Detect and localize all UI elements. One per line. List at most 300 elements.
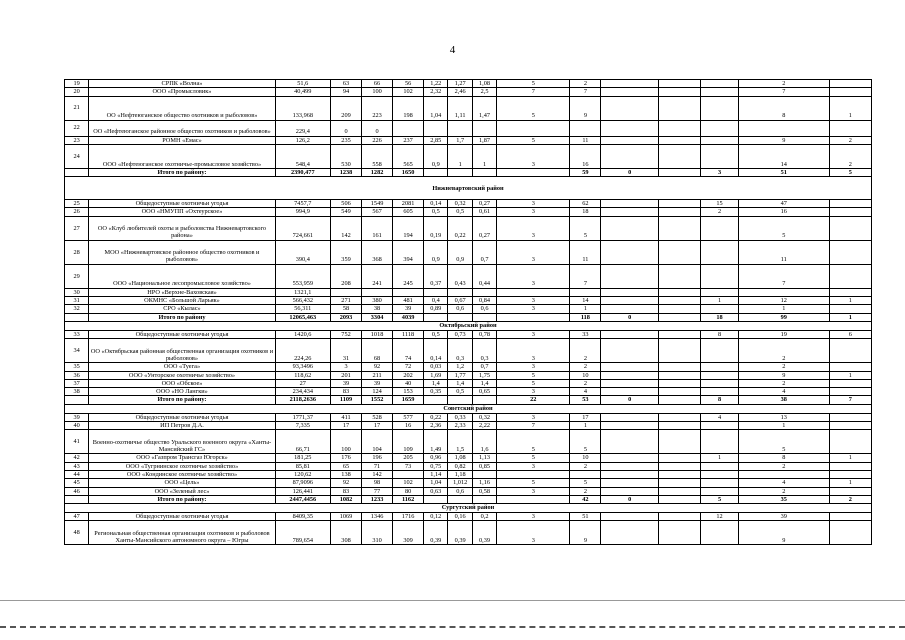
data-cell: 0,39 <box>424 521 448 545</box>
data-cell: 1 <box>701 297 739 305</box>
data-cell <box>601 80 659 88</box>
data-cell <box>829 363 871 371</box>
data-cell <box>362 288 393 296</box>
data-cell: 1,5 <box>448 430 472 454</box>
data-cell: 1 <box>701 454 739 462</box>
data-cell: 1,6 <box>472 430 496 454</box>
data-cell <box>829 487 871 495</box>
data-cell: 142 <box>362 470 393 478</box>
data-cell: 39 <box>738 513 829 521</box>
data-cell <box>601 305 659 313</box>
data-cell: 4 <box>701 413 739 421</box>
total-cell <box>472 168 496 176</box>
data-cell <box>601 297 659 305</box>
data-cell: 9 <box>738 136 829 144</box>
data-cell <box>738 120 829 136</box>
table-row <box>65 240 872 264</box>
data-cell: 0,5 <box>448 388 472 396</box>
data-cell: 83 <box>331 487 362 495</box>
data-cell: 31 <box>331 339 362 363</box>
table-row <box>65 80 872 88</box>
row-number: 23 <box>65 136 89 144</box>
data-cell: 208 <box>331 264 362 288</box>
data-cell: 2081 <box>393 200 424 208</box>
data-cell: 235 <box>331 136 362 144</box>
data-cell <box>472 470 496 478</box>
data-cell <box>570 120 601 136</box>
table-row <box>65 330 872 338</box>
total-cell <box>497 313 570 321</box>
total-cell <box>424 168 448 176</box>
data-cell: 5 <box>497 454 570 462</box>
data-cell: 40 <box>393 379 424 387</box>
total-row <box>65 396 872 404</box>
data-cell: 1,69 <box>424 371 448 379</box>
organization-name: МОО «Нижневартовское районное общество охотников и рыболовов» <box>89 240 275 264</box>
data-cell: 5 <box>497 430 570 454</box>
data-cell: 1 <box>829 371 871 379</box>
data-cell: 56,311 <box>275 305 330 313</box>
data-cell <box>570 470 601 478</box>
data-cell: 1321,1 <box>275 288 330 296</box>
data-cell: 2 <box>738 80 829 88</box>
table-row <box>65 479 872 487</box>
organization-name: ООО «Туега» <box>89 363 275 371</box>
total-cell <box>448 168 472 176</box>
data-cell: 0,9 <box>424 144 448 168</box>
data-cell <box>829 264 871 288</box>
data-cell: 38 <box>362 305 393 313</box>
data-cell: 109 <box>393 430 424 454</box>
table-row <box>65 430 872 454</box>
data-cell: 2,33 <box>448 422 472 430</box>
data-cell: 120,62 <box>275 470 330 478</box>
data-cell: 14 <box>570 297 601 305</box>
data-cell: 7 <box>497 88 570 96</box>
data-cell <box>393 288 424 296</box>
data-cell: 72 <box>393 363 424 371</box>
district-title: Октябрьский район <box>65 321 872 330</box>
data-cell: 2,36 <box>424 422 448 430</box>
data-cell <box>659 208 701 216</box>
data-cell <box>659 521 701 545</box>
data-cell <box>659 413 701 421</box>
data-cell: 68 <box>362 339 393 363</box>
data-cell: 0,32 <box>472 413 496 421</box>
data-cell <box>829 240 871 264</box>
organization-name: ОО «Нефтеюганское районное общество охотников и рыболовов» <box>89 120 275 136</box>
data-cell: 205 <box>393 454 424 462</box>
data-cell <box>601 413 659 421</box>
table-row <box>65 521 872 545</box>
data-cell: 1 <box>448 144 472 168</box>
data-cell <box>701 120 739 136</box>
data-cell: 2,5 <box>472 88 496 96</box>
organization-name: Общедоступные охотничьи угодья <box>89 330 275 338</box>
data-cell: 3 <box>497 144 570 168</box>
data-cell <box>659 371 701 379</box>
data-cell <box>601 144 659 168</box>
organization-name: Общедоступные охотничьи угодья <box>89 413 275 421</box>
data-cell <box>448 288 472 296</box>
total-cell <box>659 396 701 404</box>
total-cell: 2093 <box>331 313 362 321</box>
organization-name: РОМН «Емас» <box>89 136 275 144</box>
data-cell <box>659 288 701 296</box>
data-cell <box>738 470 829 478</box>
total-cell: 5 <box>829 168 871 176</box>
total-cell: 0 <box>601 313 659 321</box>
district-title: Нижневартовский район <box>65 177 872 200</box>
row-number: 24 <box>65 144 89 168</box>
data-cell: 14 <box>738 144 829 168</box>
data-cell: 0,14 <box>424 339 448 363</box>
data-cell: 0,58 <box>472 487 496 495</box>
row-number: 26 <box>65 208 89 216</box>
data-cell: 506 <box>331 200 362 208</box>
row-number: 19 <box>65 80 89 88</box>
table-row <box>65 216 872 240</box>
data-cell: 17 <box>570 413 601 421</box>
data-cell <box>659 422 701 430</box>
total-cell: 1238 <box>331 168 362 176</box>
data-cell <box>829 388 871 396</box>
total-cell: 42 <box>570 495 601 503</box>
data-cell: 1,27 <box>448 80 472 88</box>
data-cell: 1,22 <box>424 80 448 88</box>
data-cell: 1 <box>738 422 829 430</box>
total-cell: 1162 <box>393 495 424 503</box>
data-cell <box>601 388 659 396</box>
data-cell: 0,73 <box>448 330 472 338</box>
data-cell <box>701 388 739 396</box>
quota-table <box>64 79 872 545</box>
data-cell: 83 <box>331 388 362 396</box>
organization-name: ООО «Зеленый лес» <box>89 487 275 495</box>
data-cell: 271 <box>331 297 362 305</box>
data-cell <box>601 264 659 288</box>
data-cell <box>701 96 739 120</box>
data-cell: 2 <box>829 144 871 168</box>
data-cell: 85,81 <box>275 462 330 470</box>
row-number: 25 <box>65 200 89 208</box>
data-cell: 0,9 <box>448 240 472 264</box>
data-cell <box>829 462 871 470</box>
data-cell: 789,654 <box>275 521 330 545</box>
data-cell <box>829 521 871 545</box>
data-cell: 102 <box>393 88 424 96</box>
data-cell: 100 <box>331 430 362 454</box>
table-row <box>65 413 872 421</box>
data-cell: 51,6 <box>275 80 330 88</box>
data-cell: 65 <box>331 462 362 470</box>
table-row <box>65 422 872 430</box>
data-cell: 0,6 <box>448 305 472 313</box>
data-cell: 0,6 <box>472 305 496 313</box>
total-cell: 7 <box>829 396 871 404</box>
data-cell: 1716 <box>393 513 424 521</box>
row-number: 46 <box>65 487 89 495</box>
data-cell <box>829 208 871 216</box>
total-row <box>65 495 872 503</box>
data-cell: 2 <box>738 339 829 363</box>
data-cell <box>829 288 871 296</box>
data-cell <box>701 379 739 387</box>
row-number: 47 <box>65 513 89 521</box>
data-cell <box>331 288 362 296</box>
data-cell: 1 <box>738 305 829 313</box>
data-cell <box>701 88 739 96</box>
data-cell <box>601 96 659 120</box>
data-cell: 181,25 <box>275 454 330 462</box>
data-cell <box>829 413 871 421</box>
data-cell <box>659 462 701 470</box>
data-cell: 3 <box>497 264 570 288</box>
table-row <box>65 96 872 120</box>
data-cell: 3 <box>497 305 570 313</box>
data-cell: 0,65 <box>472 388 496 396</box>
data-cell: 553,959 <box>275 264 330 288</box>
data-cell: 71 <box>362 462 393 470</box>
total-cell: 1650 <box>393 168 424 176</box>
row-number: 41 <box>65 430 89 454</box>
data-cell: 73 <box>393 462 424 470</box>
data-cell <box>601 479 659 487</box>
data-cell: 234,434 <box>275 388 330 396</box>
organization-name: ИП Петров Д.А. <box>89 422 275 430</box>
total-cell: 2118,2636 <box>275 396 330 404</box>
data-cell <box>659 470 701 478</box>
data-cell <box>497 120 570 136</box>
data-cell: 2 <box>570 379 601 387</box>
district-title: Советский район <box>65 404 872 413</box>
total-blank <box>65 495 89 503</box>
data-cell <box>659 96 701 120</box>
data-cell: 2 <box>570 339 601 363</box>
data-cell: 2,32 <box>424 88 448 96</box>
data-cell: 16 <box>738 208 829 216</box>
data-cell: 9 <box>570 521 601 545</box>
data-cell: 0,2 <box>472 513 496 521</box>
data-cell: 3 <box>497 388 570 396</box>
total-cell <box>424 495 448 503</box>
total-cell: 22 <box>497 396 570 404</box>
total-cell <box>472 313 496 321</box>
data-cell: 1,4 <box>472 379 496 387</box>
data-cell: 1,4 <box>424 379 448 387</box>
row-number: 37 <box>65 379 89 387</box>
data-cell: 1,7 <box>448 136 472 144</box>
data-cell: 223 <box>362 96 393 120</box>
data-cell: 229,4 <box>275 120 330 136</box>
data-cell <box>659 80 701 88</box>
data-cell <box>701 288 739 296</box>
table-row <box>65 200 872 208</box>
total-cell: 18 <box>701 313 739 321</box>
total-cell: 51 <box>738 168 829 176</box>
data-cell: 241 <box>362 264 393 288</box>
organization-name: Региональная общественная организация охотников и рыболовов Ханты-Мансийского автономного округа – Югры <box>89 521 275 545</box>
data-cell <box>829 513 871 521</box>
data-cell: 1,2 <box>448 363 472 371</box>
data-cell <box>601 240 659 264</box>
data-cell <box>659 120 701 136</box>
data-cell: 1 <box>829 297 871 305</box>
data-cell: 27 <box>275 379 330 387</box>
data-cell: 92 <box>362 363 393 371</box>
row-number: 36 <box>65 371 89 379</box>
table-row <box>65 120 872 136</box>
data-cell: 3 <box>497 462 570 470</box>
data-cell: 12 <box>738 297 829 305</box>
data-cell: 309 <box>393 521 424 545</box>
data-cell: 1 <box>829 479 871 487</box>
data-cell: 0,63 <box>424 487 448 495</box>
data-cell: 3 <box>331 363 362 371</box>
data-cell: 51 <box>570 513 601 521</box>
data-cell <box>701 422 739 430</box>
row-number: 45 <box>65 479 89 487</box>
data-cell: 2 <box>570 462 601 470</box>
total-cell: 38 <box>738 396 829 404</box>
total-cell: 1282 <box>362 168 393 176</box>
data-cell <box>659 144 701 168</box>
row-number: 22 <box>65 120 89 136</box>
data-cell: 0,89 <box>424 305 448 313</box>
data-cell: 368 <box>362 240 393 264</box>
total-cell <box>448 396 472 404</box>
data-cell <box>829 470 871 478</box>
data-cell: 39 <box>362 379 393 387</box>
table-row <box>65 288 872 296</box>
total-cell: 3 <box>701 168 739 176</box>
data-cell <box>659 339 701 363</box>
data-cell <box>659 363 701 371</box>
row-number: 31 <box>65 297 89 305</box>
data-cell: 308 <box>331 521 362 545</box>
total-cell: 1109 <box>331 396 362 404</box>
data-cell: 4 <box>570 388 601 396</box>
data-cell <box>659 297 701 305</box>
data-cell: 77 <box>362 487 393 495</box>
organization-name: ООО «Обское» <box>89 379 275 387</box>
data-cell: 161 <box>362 216 393 240</box>
data-cell <box>829 379 871 387</box>
data-cell: 3 <box>497 330 570 338</box>
organization-name: ООО «НО Лангки» <box>89 388 275 396</box>
table-row <box>65 513 872 521</box>
data-cell: 5 <box>497 371 570 379</box>
data-cell: 605 <box>393 208 424 216</box>
data-cell: 2,22 <box>472 422 496 430</box>
data-cell <box>659 430 701 454</box>
row-number: 30 <box>65 288 89 296</box>
total-cell: 59 <box>570 168 601 176</box>
data-cell <box>829 80 871 88</box>
data-cell: 104 <box>362 430 393 454</box>
data-cell: 566,432 <box>275 297 330 305</box>
data-cell <box>659 88 701 96</box>
data-cell <box>424 120 448 136</box>
data-cell: 1,47 <box>472 96 496 120</box>
data-cell: 577 <box>393 413 424 421</box>
scan-edge-line <box>0 626 905 628</box>
data-cell: 3 <box>497 363 570 371</box>
data-cell: 0,35 <box>424 388 448 396</box>
data-cell: 3 <box>497 216 570 240</box>
data-cell <box>448 120 472 136</box>
data-cell: 3 <box>497 521 570 545</box>
row-number: 27 <box>65 216 89 240</box>
data-cell: 5 <box>570 479 601 487</box>
page-bottom-rule <box>0 600 905 601</box>
data-cell: 5 <box>570 430 601 454</box>
row-number: 32 <box>65 305 89 313</box>
total-cell: 1552 <box>362 396 393 404</box>
data-cell <box>601 200 659 208</box>
data-cell: 994,9 <box>275 208 330 216</box>
data-cell <box>601 120 659 136</box>
data-cell: 2 <box>738 379 829 387</box>
row-number: 35 <box>65 363 89 371</box>
data-cell <box>738 288 829 296</box>
total-cell: 1 <box>829 313 871 321</box>
data-cell: 74 <box>393 339 424 363</box>
total-cell: 1659 <box>393 396 424 404</box>
data-cell: 1 <box>829 454 871 462</box>
total-cell: 35 <box>738 495 829 503</box>
data-cell <box>659 240 701 264</box>
data-cell: 10 <box>570 454 601 462</box>
row-number: 21 <box>65 96 89 120</box>
data-cell: 7 <box>570 264 601 288</box>
total-cell <box>424 396 448 404</box>
data-cell: 0,84 <box>472 297 496 305</box>
organization-name: Военно-охотничье общество Уральского военного округа «Ханты-Мансийский ГС» <box>89 430 275 454</box>
organization-name: ОО «Октябрьская районная общественная организация охотников и рыболовов» <box>89 339 275 363</box>
data-cell <box>701 470 739 478</box>
data-cell: 5 <box>497 379 570 387</box>
data-cell: 5 <box>738 430 829 454</box>
data-cell: 0 <box>331 120 362 136</box>
data-cell: 142 <box>331 216 362 240</box>
data-cell: 5 <box>497 479 570 487</box>
data-cell: 87,9096 <box>275 479 330 487</box>
data-cell: 1420,6 <box>275 330 330 338</box>
data-cell <box>601 454 659 462</box>
data-cell: 0,27 <box>472 200 496 208</box>
data-cell <box>829 422 871 430</box>
data-cell: 198 <box>393 96 424 120</box>
data-cell: 0,44 <box>472 264 496 288</box>
total-cell: 3304 <box>362 313 393 321</box>
organization-name: ООО «НМУПП «Охтеурское» <box>89 208 275 216</box>
data-cell <box>659 513 701 521</box>
total-cell <box>497 168 570 176</box>
data-cell: 7 <box>570 88 601 96</box>
organization-name: ООО «Газпром Трансгаз Югорск» <box>89 454 275 462</box>
data-cell <box>701 80 739 88</box>
data-cell: 481 <box>393 297 424 305</box>
row-number: 42 <box>65 454 89 462</box>
data-cell: 1,04 <box>424 96 448 120</box>
data-cell: 0,5 <box>424 208 448 216</box>
table-row <box>65 305 872 313</box>
table-row <box>65 388 872 396</box>
data-cell <box>829 430 871 454</box>
data-cell: 359 <box>331 240 362 264</box>
data-cell: 18 <box>570 208 601 216</box>
